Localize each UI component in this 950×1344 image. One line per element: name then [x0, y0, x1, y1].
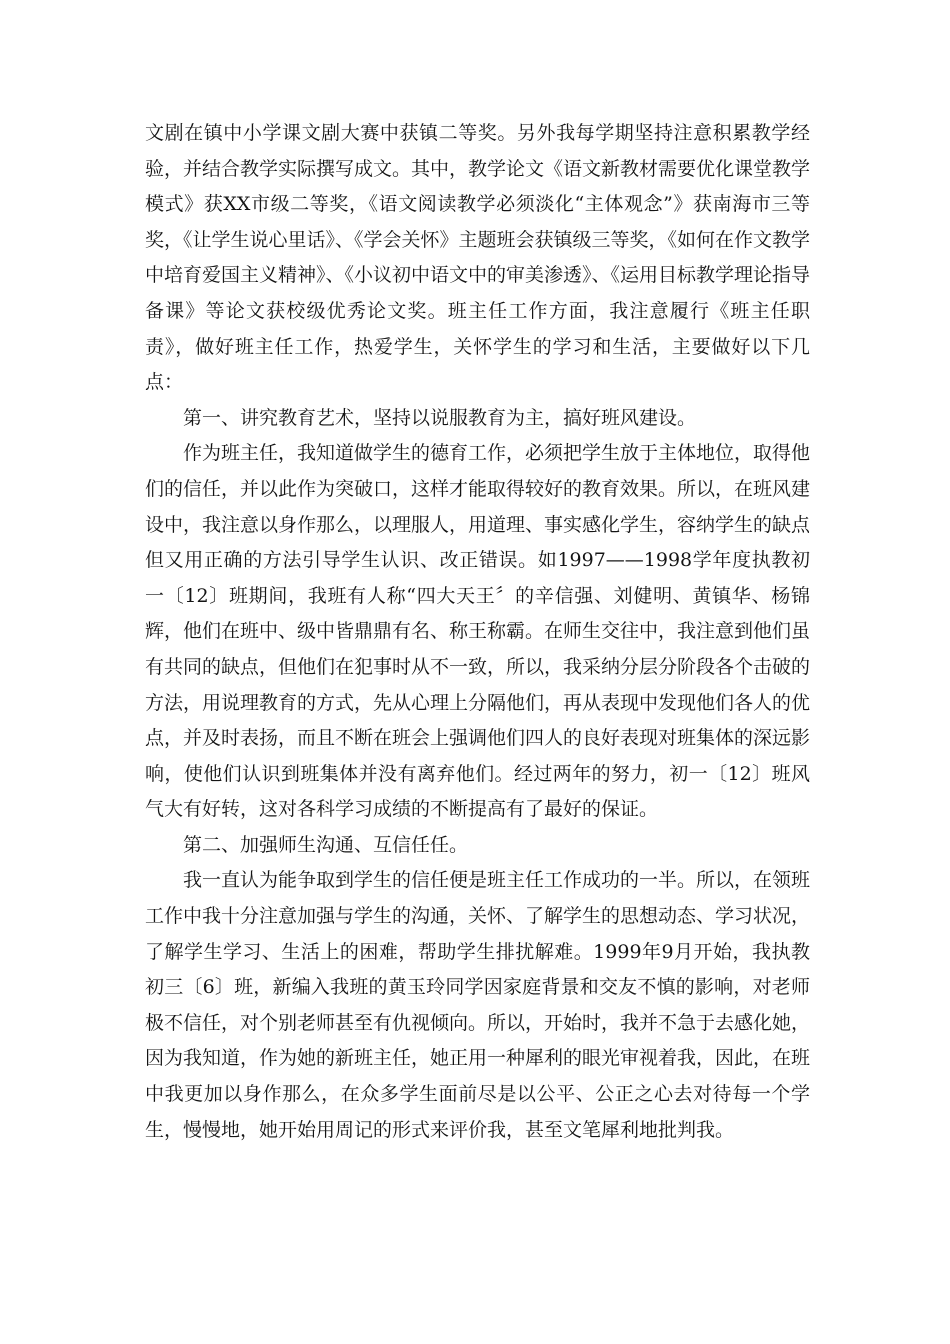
paragraph-continued: 文剧在镇中小学课文剧大赛中获镇二等奖。另外我每学期坚持注意积累教学经验，并结合教学实际撰写成文。其中，教学论文《语文新教材需要优化课堂教学模式》获XX市级二等奖，《语文阅读教学必须淡化“主体观念”》获南海市三等奖，《让学生说心里话》、《学会关怀》主题班会获镇级三等奖，《如何在作文教学中培育爱国主义精神》、《小议初中语文中的审美渗透》、《运用目标教学理论指导备课》等论文获校级优秀论文奖。班主任工作方面，我注意履行《班主任职责》，做好班主任工作，热爱学生，关怀学生的学习和生活，主要做好以下几点：: [145, 122, 811, 394]
section-heading-second: 第二、加强师生沟通、互信任任。: [183, 833, 469, 856]
section-heading-first: 第一、讲究教育艺术，坚持以说服教育为主，搞好班风建设。: [183, 406, 697, 429]
document-body: [145, 116, 810, 1148]
paragraph-class-style: 作为班主任，我知道做学生的德育工作，必须把学生放于主体地位，取得他们的信任，并以此作为突破口，这样才能取得较好的教育效果。所以，在班风建设中，我注意以身作那么，以理服人，用道理、事实感化学生，容纳学生的缺点但又用正确的方法引导学生认识、改正错误。如1997——1998学年度执教初一〔12〕班期间，我班有人称“四大天王〞的辛信强、刘健明、黄镇华、杨锦辉，他们在班中、级中皆鼎鼎有名、称王称霸。在师生交往中，我注意到他们虽有共同的缺点，但他们在犯事时从不一致，所以，我采纳分层分阶段各个击破的方法，用说理教育的方式，先从心理上分隔他们，再从表现中发现他们各人的优点，并及时表扬，而且不断在班会上强调他们四人的良好表现对班集体的深远影响，使他们认识到班集体并没有离弃他们。经过两年的努力，初一〔12〕班风气大有好转，这对各科学习成绩的不断提高有了最好的保证。: [145, 442, 811, 821]
paragraph-communication: 我一直认为能争取到学生的信任便是班主任工作成功的一半。所以，在领班工作中我十分注意加强与学生的沟通，关怀、了解学生的思想动态、学习状况，了解学生学习、生活上的困难，帮助学生排扰解难。1999年9月开始，我执教初三〔6〕班，新编入我班的黄玉玲同学因家庭背景和交友不慎的影响，对老师极不信任，对个别老师甚至有仇视倾向。所以，开始时，我并不急于去感化她，因为我知道，作为她的新班主任，她正用一种犀利的眼光审视着我，因此，在班中我更加以身作那么，在众多学生面前尽是以公平、公正之心去对待每一个学生，慢慢地，她开始用周记的形式来评价我，甚至文笔犀利地批判我。: [145, 869, 811, 1141]
